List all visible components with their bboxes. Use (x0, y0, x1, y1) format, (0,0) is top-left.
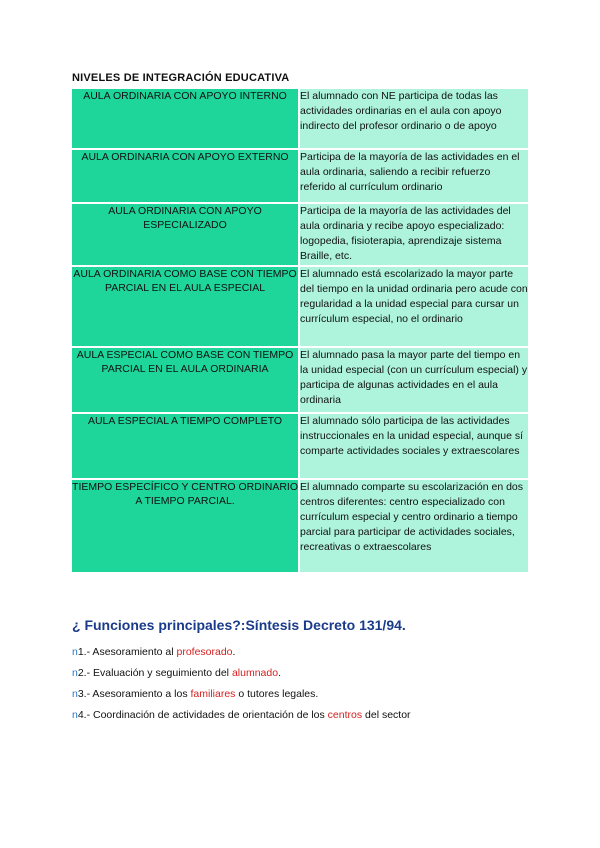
bullet-marker: n (72, 646, 78, 658)
highlight-link[interactable]: centros (327, 709, 363, 721)
item-text-suffix: . (278, 667, 281, 679)
table-row (72, 204, 528, 265)
item-text: 1.- Asesoramiento al (77, 646, 177, 658)
level-name: AULA ORDINARIA COMO BASE CON TIEMPO PARCIAL EN EL AULA ESPECIAL (72, 267, 298, 346)
highlight-link[interactable]: alumnado (231, 667, 279, 679)
bullet-marker: n (72, 709, 78, 721)
table-row (72, 150, 528, 202)
table-row (72, 348, 528, 412)
level-name: TIEMPO ESPECÍFICO Y CENTRO ORDINARIO A TIEMPO PARCIAL. (72, 480, 298, 572)
page-title: NIVELES DE INTEGRACIÓN EDUCATIVA (72, 72, 290, 84)
table-row (72, 414, 528, 478)
table-row (72, 267, 528, 346)
level-name: AULA ESPECIAL A TIEMPO COMPLETO (72, 414, 298, 478)
section-heading: ¿ Funciones principales?:Síntesis Decreto 131/94. (72, 617, 406, 633)
item-text: 4.- Coordinación de actividades de orientación de los (77, 709, 328, 721)
highlight-link[interactable]: familiares (190, 688, 236, 700)
list-item (72, 708, 411, 729)
item-text-suffix: o tutores legales. (235, 688, 319, 700)
level-description: El alumnado pasa la mayor parte del tiempo en la unidad especial (con un currículum especial) y participa de algunas actividades en el aula ordinaria (298, 348, 528, 412)
table-row (72, 480, 528, 572)
list-item (72, 666, 411, 687)
bullet-marker: n (72, 667, 78, 679)
level-description: Participa de la mayoría de las actividades en el aula ordinaria, saliendo a recibir refuerzo referido al currículum ordinario (298, 150, 528, 202)
functions-list (72, 645, 411, 729)
level-description: Participa de la mayoría de las actividades del aula ordinaria y recibe apoyo especializado: logopedia, fisioterapia, aprendizaje sistema Braille, etc. (298, 204, 528, 265)
table-row (72, 89, 528, 148)
level-name: AULA ORDINARIA CON APOYO INTERNO (72, 89, 298, 148)
level-description: El alumnado sólo participa de las actividades instruccionales en la unidad especial, aunque sí comparte actividades sociales y extraescolares (298, 414, 528, 478)
item-text: 2.- Evaluación y seguimiento del (77, 667, 232, 679)
level-name: AULA ORDINARIA CON APOYO EXTERNO (72, 150, 298, 202)
level-description: El alumnado comparte su escolarización en dos centros diferentes: centro especializado con currículum especial y centro ordinario a tiempo parcial para participar de actividades sociales, recreativas o extraescolares (298, 480, 528, 572)
level-name: AULA ESPECIAL COMO BASE CON TIEMPO PARCIAL EN EL AULA ORDINARIA (72, 348, 298, 412)
level-description: El alumnado con NE participa de todas las actividades ordinarias en el aula con apoyo indirecto del profesor ordinario o de apoyo (298, 89, 528, 148)
bullet-marker: n (72, 688, 78, 700)
item-text-suffix: . (232, 646, 236, 658)
level-description: El alumnado está escolarizado la mayor parte del tiempo en la unidad ordinaria pero acude con regularidad a la unidad especial para cursar un currículum especial, no el ordinario (298, 267, 528, 346)
list-item (72, 687, 411, 708)
level-name: AULA ORDINARIA CON APOYO ESPECIALIZADO (72, 204, 298, 265)
item-text: 3.- Asesoramiento a los (77, 688, 191, 700)
integration-levels-table (72, 87, 528, 574)
highlight-link[interactable]: profesorado (176, 646, 233, 658)
item-text-suffix: del sector (362, 709, 411, 721)
list-item (72, 645, 411, 666)
